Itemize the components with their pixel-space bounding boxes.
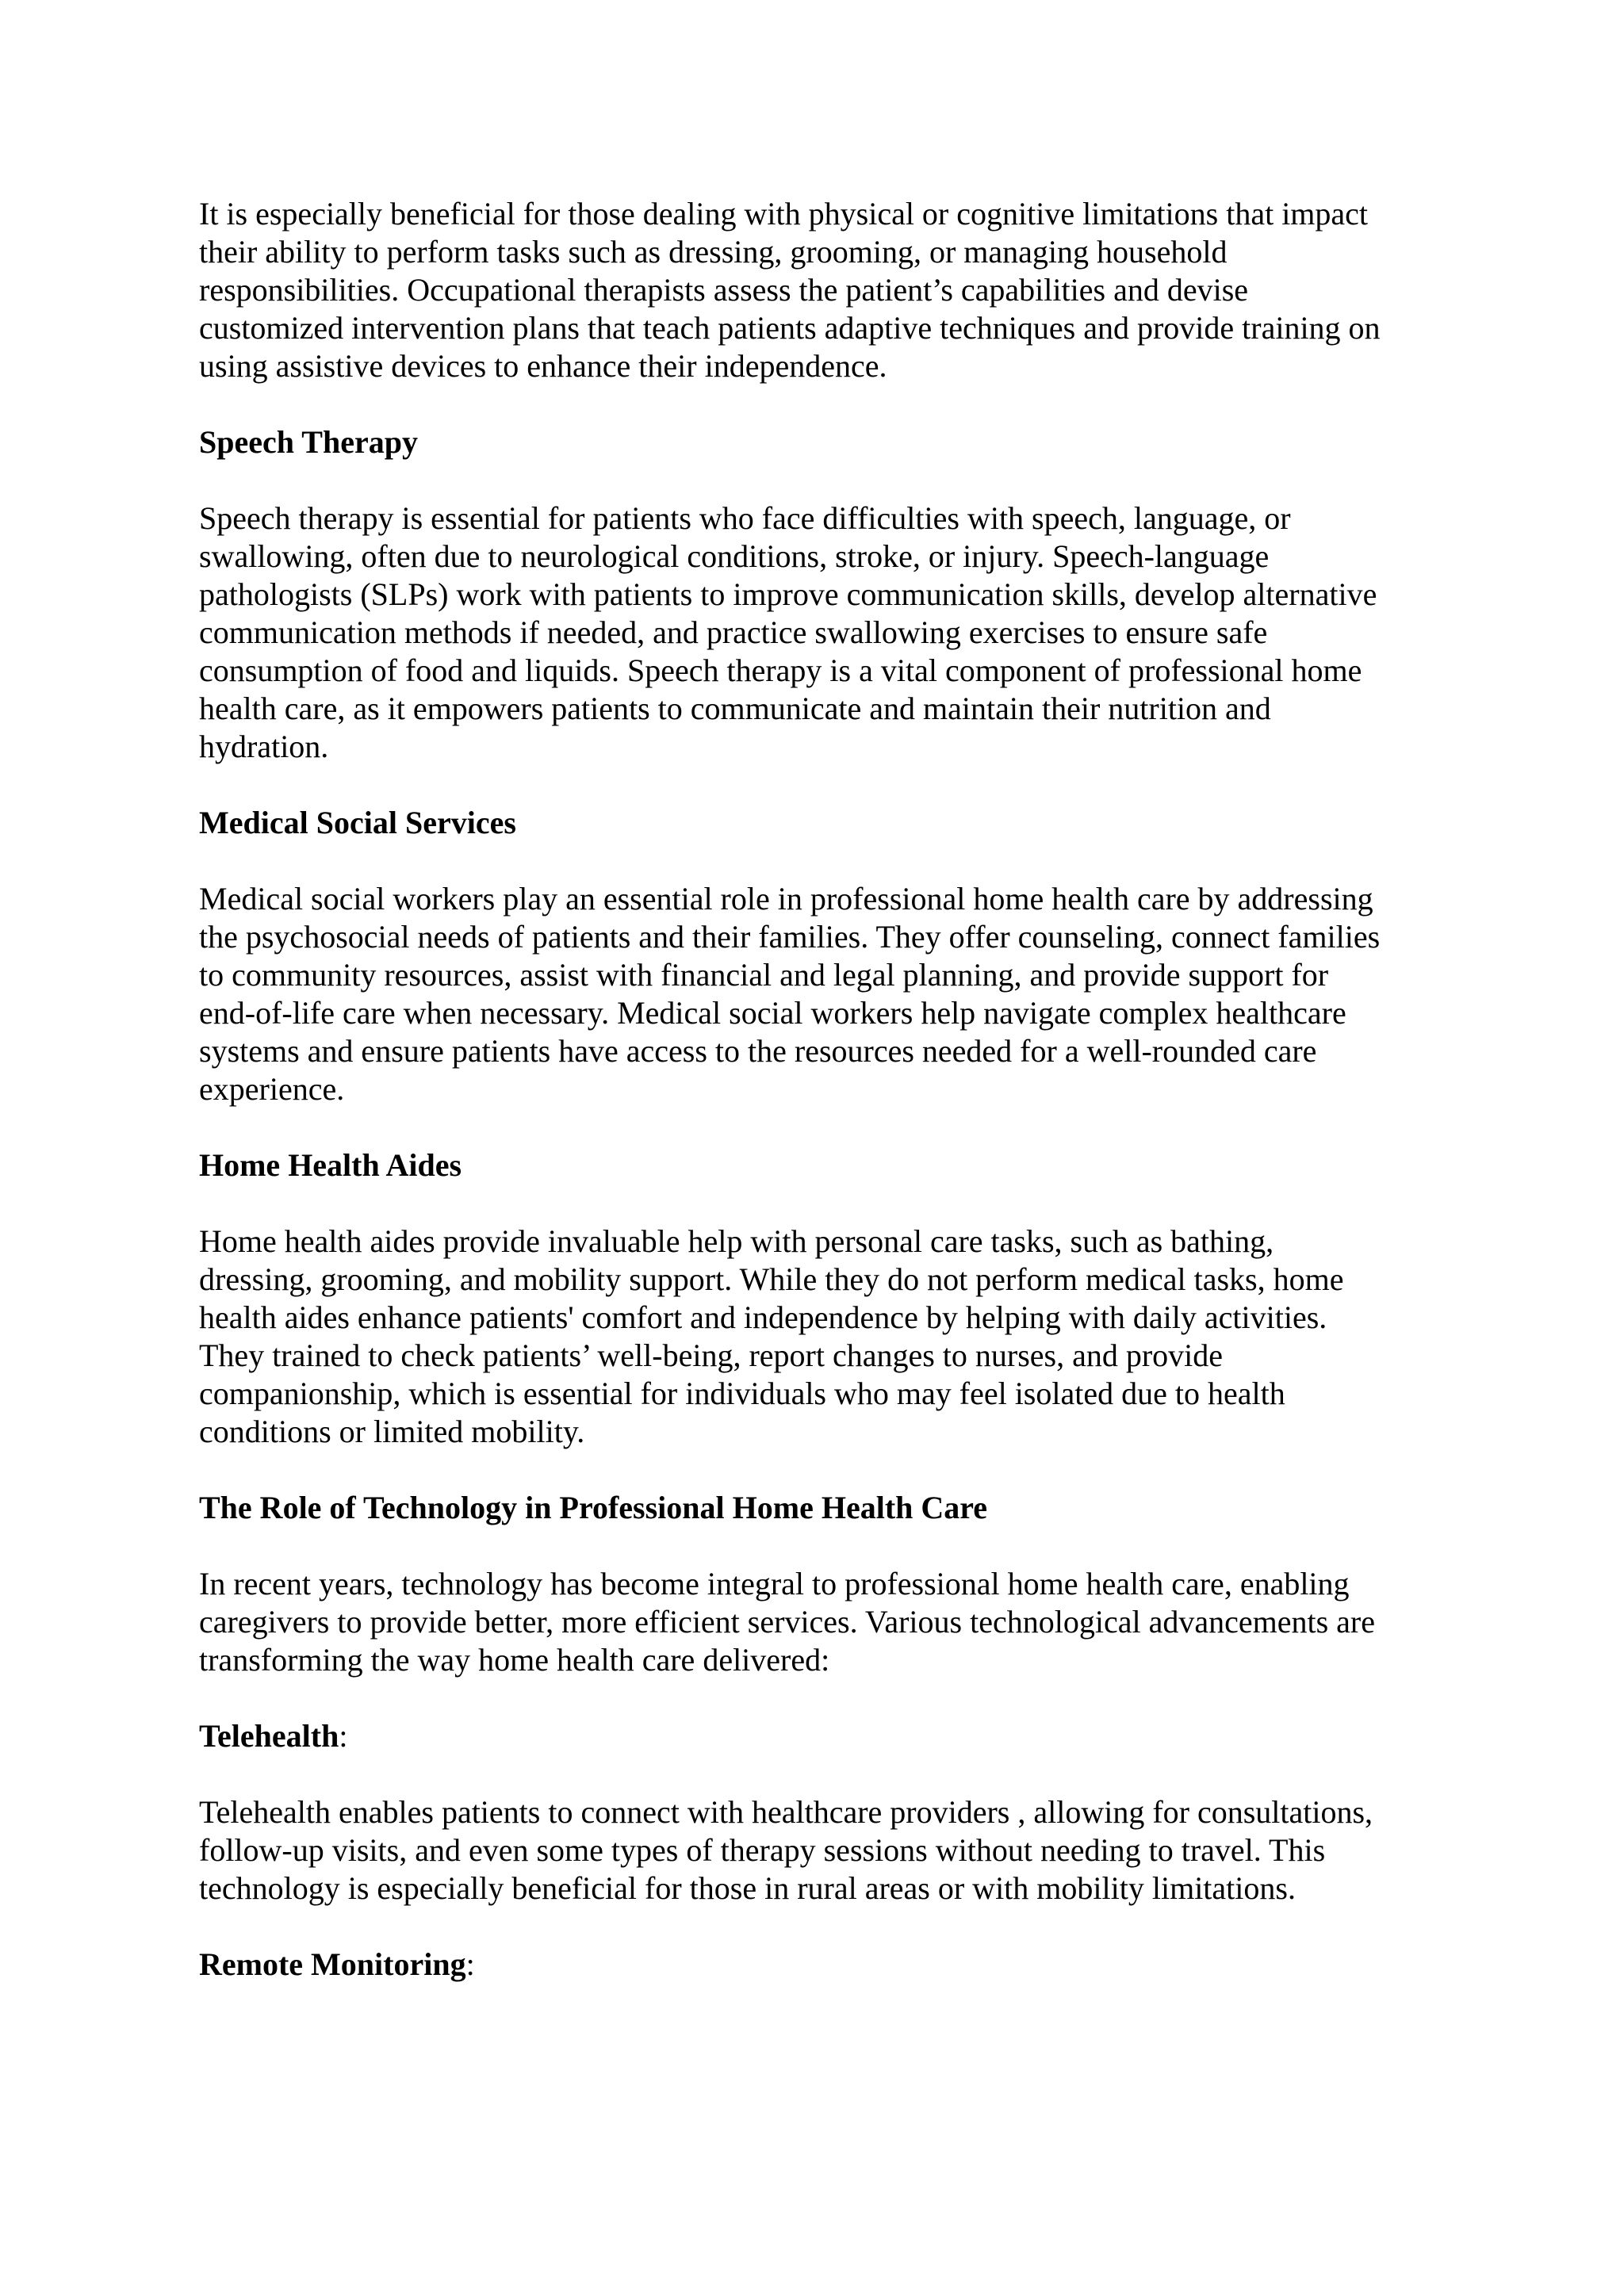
telehealth-paragraph	[199, 1793, 1436, 1908]
speech-therapy-paragraph	[199, 499, 1436, 766]
text-line: caregivers to provide better, more efficient services. Various technological advancements are	[199, 1604, 1375, 1640]
text-line: technology is especially beneficial for those in rural areas or with mobility limitations.	[199, 1870, 1296, 1906]
text-line: pathologists (SLPs) work with patients to improve communication skills, develop alternative	[199, 576, 1377, 612]
role-of-technology-heading: The Role of Technology in Professional Home Health Care	[199, 1490, 988, 1525]
text-line: conditions or limited mobility.	[199, 1414, 585, 1449]
telehealth-heading	[199, 1717, 1436, 1755]
medical-social-services-paragraph	[199, 880, 1436, 1108]
remote-monitoring-heading-text: Remote Monitoring	[199, 1946, 466, 1982]
text-line: swallowing, often due to neurological conditions, stroke, or injury. Speech-language	[199, 538, 1270, 574]
text-line: health care, as it empowers patients to communicate and maintain their nutrition and	[199, 691, 1271, 726]
speech-therapy-heading: Speech Therapy	[199, 424, 418, 460]
text-line: transforming the way home health care delivered:	[199, 1642, 830, 1678]
home-health-aides-heading: Home Health Aides	[199, 1147, 462, 1183]
text-line: end-of-life care when necessary. Medical social workers help navigate complex healthcare	[199, 995, 1346, 1031]
text-line: Medical social workers play an essential role in professional home health care by addressing	[199, 881, 1373, 916]
text-line: They trained to check patients’ well-being, report changes to nurses, and provide	[199, 1337, 1224, 1373]
remote-monitoring-heading-colon: :	[465, 1946, 475, 1982]
telehealth-heading-text: Telehealth	[199, 1718, 339, 1754]
text-line: consumption of food and liquids. Speech therapy is a vital component of professional home	[199, 652, 1362, 688]
text-line: Speech therapy is essential for patients who face difficulties with speech, language, or	[199, 500, 1291, 536]
text-line: dressing, grooming, and mobility support. While they do not perform medical tasks, home	[199, 1261, 1344, 1297]
text-line: customized intervention plans that teach patients adaptive techniques and provide training on	[199, 310, 1381, 346]
text-line: their ability to perform tasks such as dressing, grooming, or managing household	[199, 234, 1228, 270]
medical-social-services-heading: Medical Social Services	[199, 805, 516, 840]
intro-paragraph	[199, 195, 1436, 385]
text-line: companionship, which is essential for individuals who may feel isolated due to health	[199, 1376, 1285, 1411]
text-line: It is especially beneficial for those dealing with physical or cognitive limitations that impact	[199, 196, 1369, 232]
text-line: Telehealth enables patients to connect with healthcare providers , allowing for consultations,	[199, 1794, 1373, 1830]
text-line: responsibilities. Occupational therapists assess the patient’s capabilities and devise	[199, 272, 1249, 308]
text-line: using assistive devices to enhance their independence.	[199, 348, 887, 384]
text-line: to community resources, assist with financial and legal planning, and provide support for	[199, 957, 1329, 993]
home-health-aides-paragraph	[199, 1223, 1436, 1451]
telehealth-heading-colon: :	[339, 1718, 348, 1754]
text-line: health aides enhance patients' comfort and independence by helping with daily activities.	[199, 1299, 1327, 1335]
text-line: communication methods if needed, and practice swallowing exercises to ensure safe	[199, 614, 1268, 650]
remote-monitoring-heading	[199, 1946, 1436, 1984]
text-line: the psychosocial needs of patients and their families. They offer counseling, connect families	[199, 919, 1381, 955]
text-line: experience.	[199, 1071, 345, 1107]
document-body	[199, 195, 1436, 2022]
text-line: follow-up visits, and even some types of therapy sessions without needing to travel. This	[199, 1832, 1326, 1868]
role-of-technology-paragraph	[199, 1565, 1436, 1679]
text-line: In recent years, technology has become integral to professional home health care, enabling	[199, 1566, 1350, 1601]
text-line: hydration.	[199, 729, 329, 764]
text-line: Home health aides provide invaluable help with personal care tasks, such as bathing,	[199, 1223, 1274, 1259]
text-line: systems and ensure patients have access to the resources needed for a well-rounded care	[199, 1033, 1317, 1069]
